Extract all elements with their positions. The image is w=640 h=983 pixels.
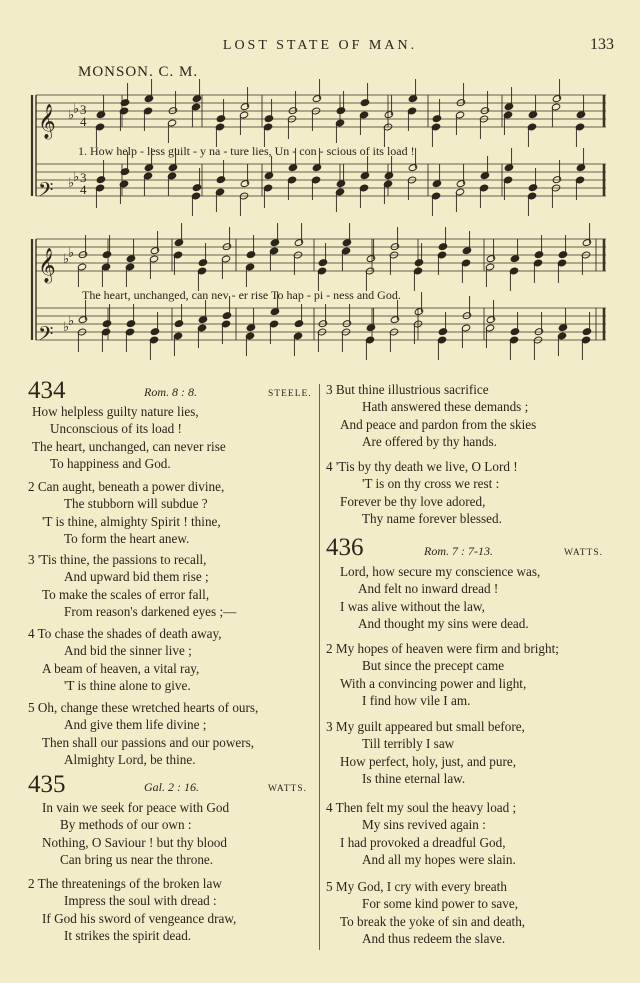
verse-line: 2 The threatenings of the broken law — [28, 876, 222, 891]
hymn-number: 435 — [28, 771, 66, 798]
verse-line: Can bring us near the throne. — [60, 852, 214, 868]
svg-text:4: 4 — [80, 114, 87, 129]
verse-line: 3 My guilt appeared but small before, — [326, 719, 525, 734]
verse-line: 3 'Tis thine, the passions to recall, — [28, 552, 207, 567]
verse-line: And felt no inward dread ! — [358, 581, 499, 597]
author: STEELE. — [268, 389, 312, 399]
verse-line: Thy name forever blessed. — [362, 511, 502, 527]
stanza — [326, 799, 516, 869]
stanza — [326, 718, 525, 788]
verse-line: And give them life divine ; — [64, 717, 207, 733]
svg-text:♭: ♭ — [68, 175, 75, 190]
scripture-ref: Gal. 2 : 16. — [144, 780, 199, 794]
author: WATTS. — [268, 784, 307, 794]
stanza — [340, 563, 540, 633]
svg-text:♭: ♭ — [68, 245, 75, 260]
verse-line: And thus redeem the slave. — [362, 931, 506, 947]
verse-line: Unconscious of its load ! — [50, 421, 182, 437]
tune-name: MONSON. C. M. — [78, 64, 199, 80]
verse-line: I had provoked a dreadful God, — [340, 834, 506, 850]
verse-line: To break the yoke of sin and death, — [340, 913, 526, 929]
verse-line: A beam of heaven, a vital ray, — [42, 660, 200, 676]
verse-line: 4 Then felt my soul the heavy load ; — [326, 800, 517, 815]
scripture-ref: Rom. 7 : 7-13. — [424, 544, 493, 558]
bass-clef-icon: 𝄢 — [38, 324, 54, 350]
verse-line: 5 My God, I cry with every breath — [326, 879, 507, 894]
verse-line: My sins revived again : — [362, 817, 486, 833]
music-score — [0, 0, 640, 380]
verse-line: The heart, unchanged, can never rise — [32, 438, 226, 454]
verse-line: By methods of our own : — [60, 817, 192, 833]
verse-line: In vain we seek for peace with God — [42, 800, 230, 815]
verse-line: 3 But thine illustrious sacrifice — [326, 382, 489, 397]
verse-line: 5 Oh, change these wretched hearts of ours, — [28, 700, 259, 715]
stanza — [28, 478, 224, 548]
scripture-ref: Rom. 8 : 8. — [144, 385, 197, 399]
stanza — [326, 381, 536, 451]
verse-line: Nothing, O Saviour ! but thy blood — [42, 834, 227, 850]
verse-line: 4 To chase the shades of death away, — [28, 626, 222, 641]
stanza — [326, 640, 559, 710]
verse-line: I find how vile I am. — [362, 693, 471, 709]
stanza — [32, 403, 226, 473]
verse-line: The stubborn will subdue ? — [64, 496, 208, 512]
hymn-number: 434 — [28, 377, 66, 404]
stanza — [28, 699, 258, 769]
verse-line: It strikes the spirit dead. — [64, 928, 192, 944]
column-divider — [319, 384, 320, 950]
verse-line: Impress the soul with dread : — [64, 893, 217, 909]
hymn-number: 436 — [326, 534, 364, 561]
bass-clef-icon: 𝄢 — [38, 180, 54, 206]
verse-line: To make the scales of error fall, — [42, 586, 210, 602]
verse-line: From reason's darkened eyes ;— — [64, 604, 237, 620]
verse-line: How helpless guilty nature lies, — [32, 404, 199, 419]
lyric-line-2: The heart, unchanged, can nev - er rise To hap - pi - ness and God. — [82, 288, 401, 302]
verse-line: And bid the sinner live ; — [64, 643, 192, 659]
verse-line: I was alive without the law, — [340, 598, 485, 614]
verse-line: How perfect, holy, just, and pure, — [340, 753, 517, 769]
verse-line: Hath answered these demands ; — [362, 399, 529, 415]
svg-text:4: 4 — [80, 182, 87, 197]
verse-line: Forever be thy love adored, — [340, 493, 486, 509]
stanza — [42, 799, 229, 869]
svg-text:♭: ♭ — [73, 101, 80, 116]
verse-line: But since the precept came — [362, 658, 505, 674]
svg-text:♭: ♭ — [73, 169, 80, 184]
svg-text:3: 3 — [80, 170, 87, 185]
verse-line: 'T is on thy cross we rest : — [362, 476, 500, 492]
verse-line: If God his sword of vengeance draw, — [42, 910, 237, 926]
verse-line: Are offered by thy hands. — [362, 434, 497, 450]
stanza — [28, 625, 222, 695]
verse-line: For some kind power to save, — [362, 896, 519, 912]
verse-line: 'T is thine, almighty Spirit ! thine, — [42, 513, 221, 529]
verse-line: And upward bid them rise ; — [64, 569, 209, 585]
running-title: LOST STATE OF MAN. — [222, 38, 418, 53]
svg-text:♭: ♭ — [68, 313, 75, 328]
page-number: 133 — [590, 36, 614, 53]
stanza — [326, 458, 518, 528]
verse-line: Till terribly I saw — [362, 736, 455, 752]
stanza — [28, 551, 236, 621]
verse-line: Lord, how secure my conscience was, — [340, 564, 541, 579]
verse-line: And all my hopes were slain. — [362, 852, 516, 868]
svg-text:♭: ♭ — [68, 107, 75, 122]
lyric-line-1: 1. How help - less guilt - y na - ture lies, Un - con - scious of its load ! — [78, 144, 415, 158]
svg-text:3: 3 — [80, 102, 87, 117]
verse-line: To form the heart anew. — [64, 531, 190, 547]
verse-line: With a convincing power and light, — [340, 675, 527, 691]
author: WATTS. — [564, 548, 603, 558]
stanza — [28, 875, 236, 945]
treble-clef-icon: 𝄞 — [38, 105, 56, 138]
verse-line: To happiness and God. — [50, 456, 171, 472]
svg-text:♭: ♭ — [63, 319, 70, 334]
verse-line: And peace and pardon from the skies — [340, 416, 537, 432]
verse-line: 'T is thine alone to give. — [64, 678, 191, 694]
svg-text:♭: ♭ — [63, 251, 70, 266]
verse-line: Is thine eternal law. — [362, 771, 466, 787]
verse-line: 4 'Tis by thy death we live, O Lord ! — [326, 459, 518, 474]
verse-line: And thought my sins were dead. — [358, 616, 529, 632]
verse-line: Almighty Lord, be thine. — [64, 752, 196, 768]
treble-clef-icon: 𝄞 — [38, 249, 56, 282]
verse-line: 2 My hopes of heaven were firm and bright; — [326, 641, 559, 656]
verse-line: Then shall our passions and our powers, — [42, 734, 255, 750]
stanza — [326, 878, 525, 948]
verse-line: 2 Can aught, beneath a power divine, — [28, 479, 225, 494]
